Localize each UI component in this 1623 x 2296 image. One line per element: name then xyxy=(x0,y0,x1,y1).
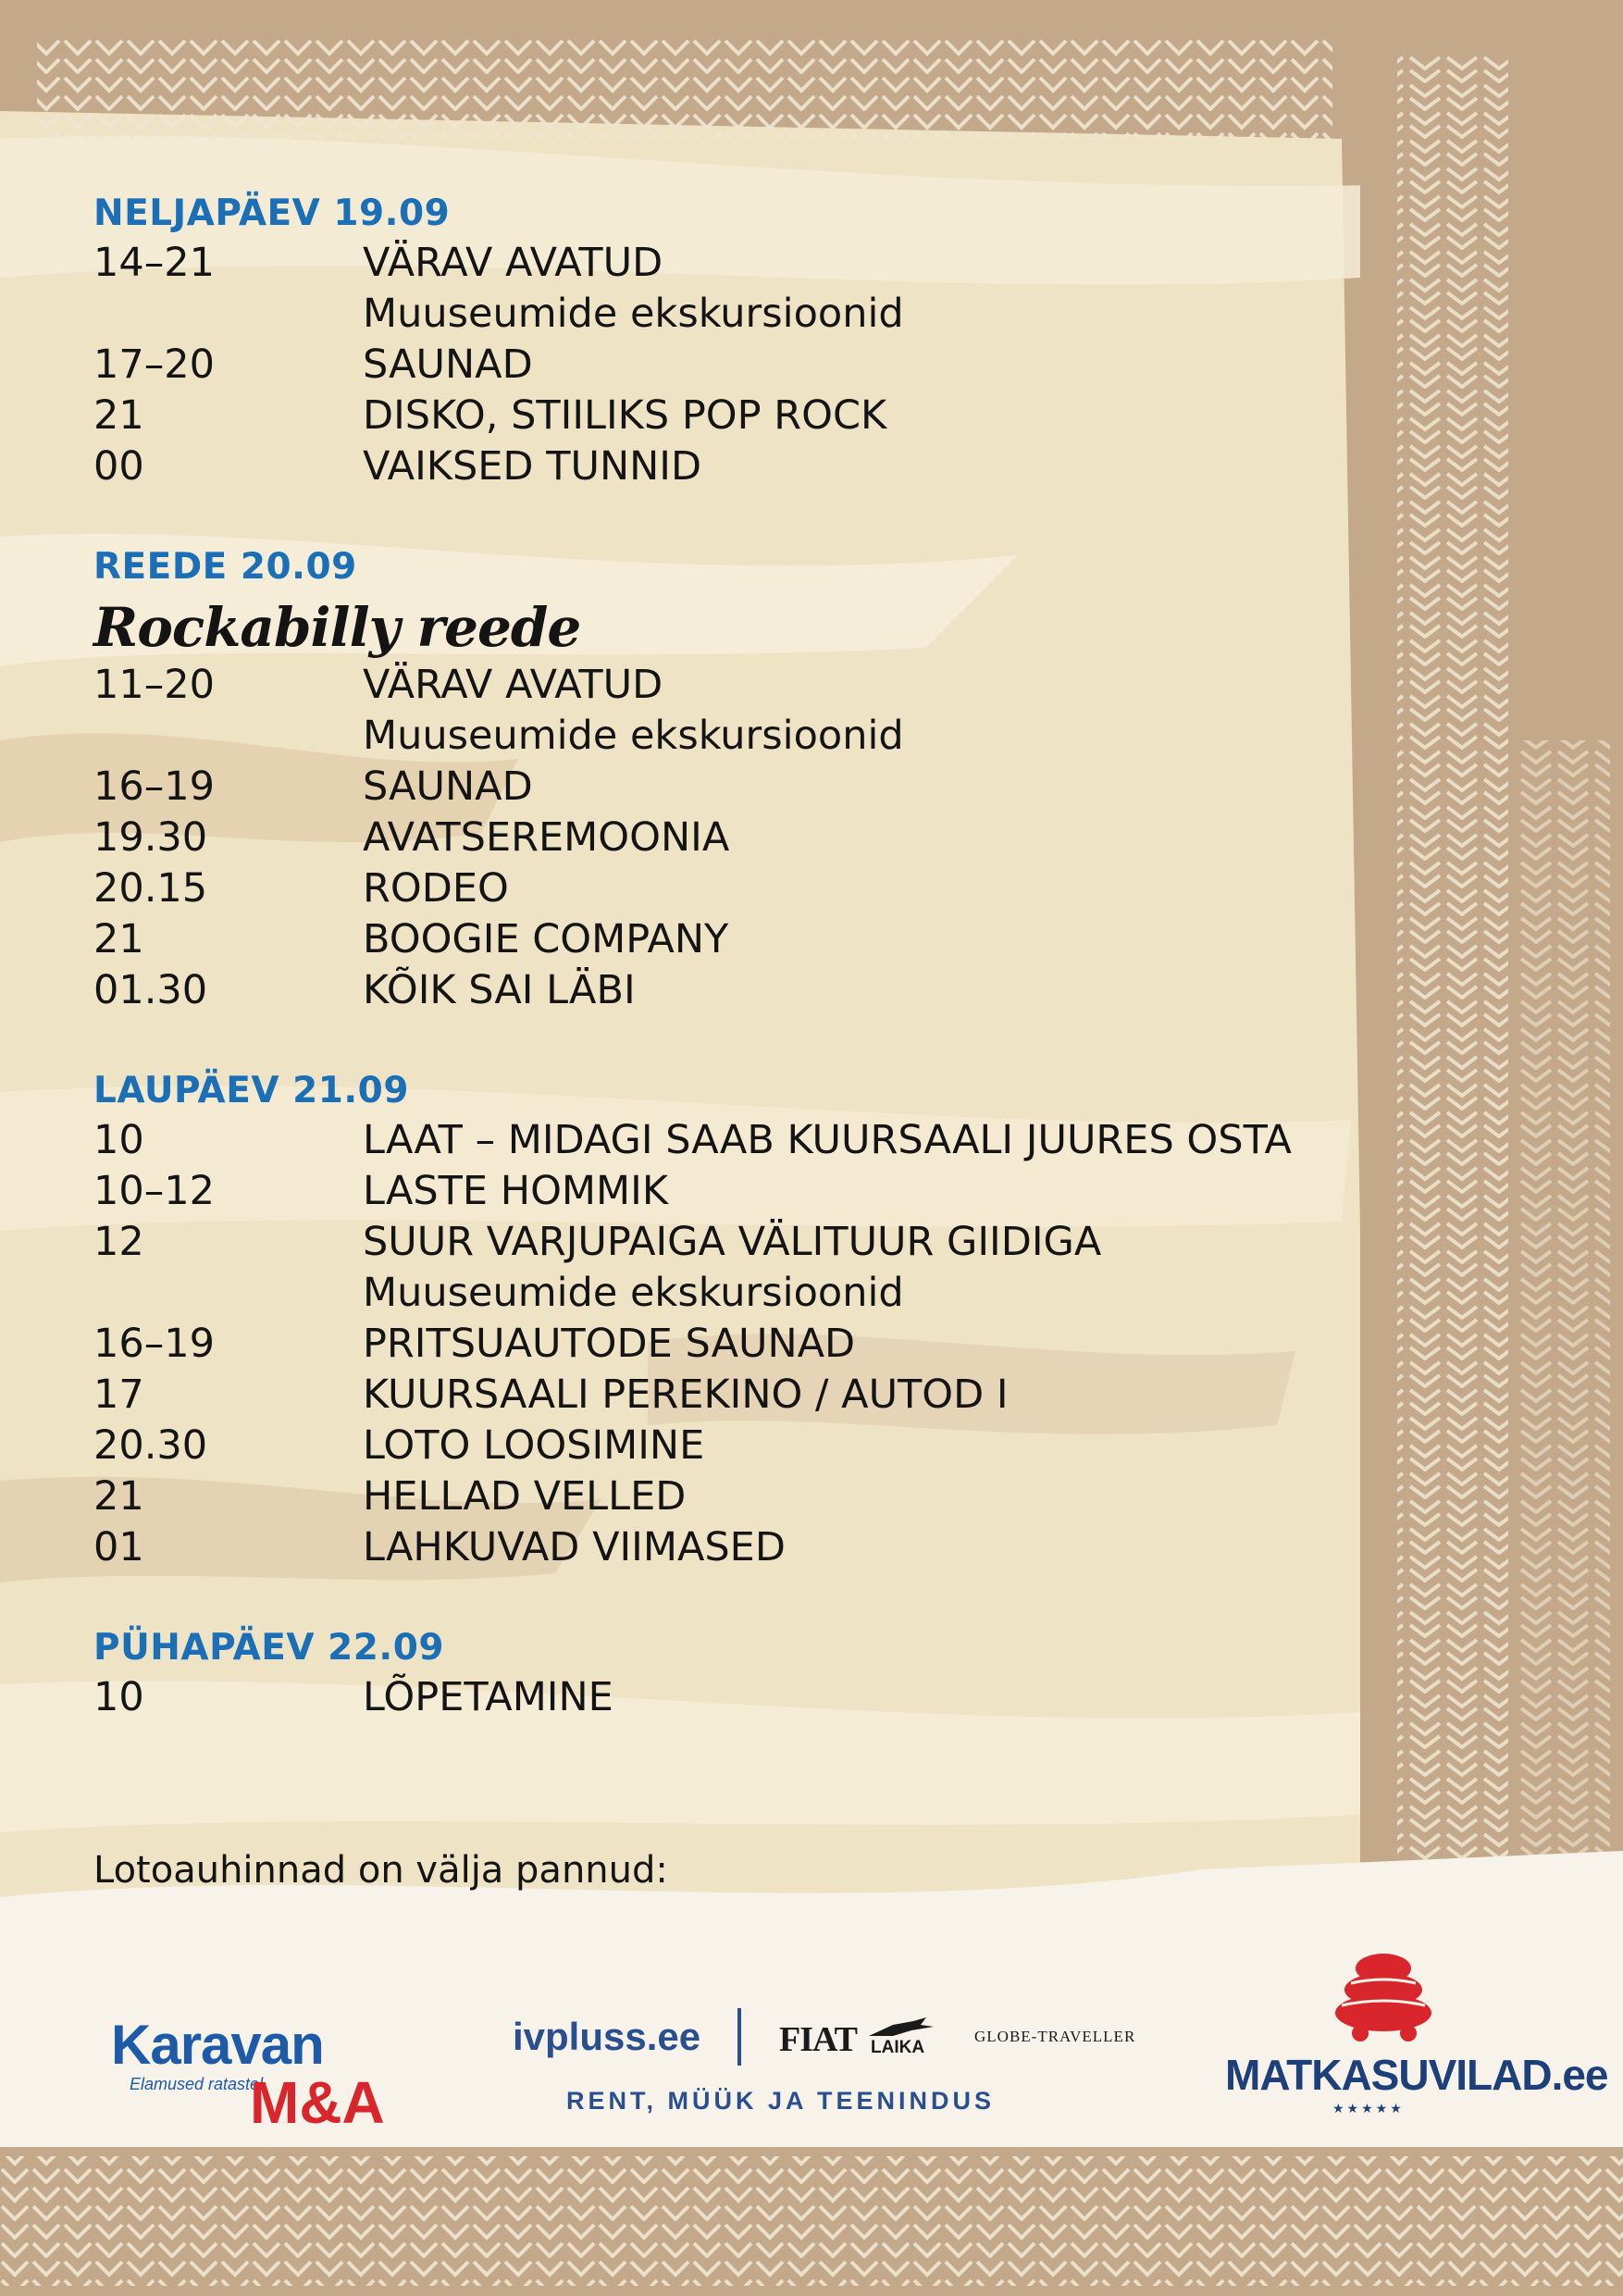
event-title: DISKO, STIILIKS POP ROCK xyxy=(363,392,887,439)
event-time: 17 xyxy=(93,1371,144,1418)
event-title: VÄRAV AVATUD xyxy=(363,240,663,286)
schedule-row xyxy=(93,289,1389,340)
event-title: Muuseumide ekskursioonid xyxy=(363,1270,904,1316)
schedule-row xyxy=(93,340,1389,391)
red-trailer-icon xyxy=(1323,1948,1443,2050)
event-time: 12 xyxy=(93,1219,144,1265)
event-time: 20.15 xyxy=(93,865,208,912)
event-time: 16–19 xyxy=(93,1321,215,1367)
event-time: 01.30 xyxy=(93,967,208,1013)
event-title: Muuseumide ekskursioonid xyxy=(363,713,904,759)
karavan-logo xyxy=(111,2013,407,2136)
event-title: VÄRAV AVATUD xyxy=(363,662,663,708)
logo-divider xyxy=(737,2008,741,2066)
event-title: KÕIK SAI LÄBI xyxy=(363,967,636,1013)
event-time: 20.30 xyxy=(93,1422,208,1469)
karavan-tagline: Elamused ratastel xyxy=(130,2075,264,2093)
schedule-row xyxy=(93,762,1389,813)
schedule-row xyxy=(93,1522,1389,1573)
event-title: SAUNAD xyxy=(363,763,533,810)
event-time: 21 xyxy=(93,1473,144,1520)
spacer xyxy=(93,1573,1389,1624)
schedule-row xyxy=(93,238,1389,289)
fiat-logo: FIAT xyxy=(779,2020,857,2059)
day-saturday xyxy=(93,1067,1389,1573)
event-time: 16–19 xyxy=(93,763,215,810)
event-title: RODEO xyxy=(363,865,509,912)
rating-stars: ★★★★★ xyxy=(1332,2102,1405,2116)
event-title: LÕPETAMINE xyxy=(363,1674,613,1720)
schedule xyxy=(93,190,1389,1723)
event-time: 10 xyxy=(93,1117,144,1163)
event-time: 11–20 xyxy=(93,662,215,708)
spacer xyxy=(93,1016,1389,1067)
schedule-row xyxy=(93,1217,1389,1268)
schedule-row xyxy=(93,441,1389,492)
schedule-row xyxy=(93,914,1389,965)
event-title: KUURSAALI PEREKINO / AUTOD I xyxy=(363,1371,1009,1418)
event-title: PRITSUAUTODE SAUNAD xyxy=(363,1321,856,1367)
schedule-row xyxy=(93,391,1389,441)
event-title: LAHKUVAD VIIMASED xyxy=(363,1524,786,1570)
matkasuvilad-wordmark: MATKASUVILAD.ee xyxy=(1225,2051,1608,2099)
schedule-row xyxy=(93,1166,1389,1217)
event-title: AVATSEREMOONIA xyxy=(363,814,730,861)
schedule-row xyxy=(93,1471,1389,1522)
event-time xyxy=(93,711,363,762)
event-time: 19.30 xyxy=(93,814,208,861)
schedule-row xyxy=(93,1115,1389,1166)
event-time xyxy=(93,1268,363,1319)
event-title: VAIKSED TUNNID xyxy=(363,443,702,490)
karavan-ma-mark: M&A xyxy=(250,2069,385,2136)
event-time: 10–12 xyxy=(93,1168,215,1214)
event-title: HELLAD VELLED xyxy=(363,1473,687,1520)
event-time: 14–21 xyxy=(93,240,215,286)
day-theme: Rockabilly reede xyxy=(93,596,581,659)
laika-dog-icon xyxy=(865,2016,939,2040)
schedule-row xyxy=(93,660,1389,711)
event-time: 00 xyxy=(93,443,144,490)
event-time: 10 xyxy=(93,1674,144,1720)
schedule-row xyxy=(93,1319,1389,1370)
day-heading: PÜHAPÄEV 22.09 xyxy=(93,1627,445,1669)
laika-logo xyxy=(865,2016,939,2062)
event-time: 21 xyxy=(93,392,144,439)
event-title: SUUR VARJUPAIGA VÄLITUUR GIIDIGA xyxy=(363,1219,1102,1265)
laika-wordmark: LAIKA xyxy=(871,2038,925,2057)
event-time: 21 xyxy=(93,916,144,962)
dealer-tagline: RENT, MÜÜK JA TEENINDUS xyxy=(566,2087,996,2115)
ivpluss-logo: ivpluss.ee xyxy=(513,2015,701,2058)
schedule-row xyxy=(93,813,1389,863)
schedule-row xyxy=(93,863,1389,914)
matkasuvilad-logo xyxy=(1221,1948,1608,2124)
event-title: LAAT – MIDAGI SAAB KUURSAALI JUURES OSTA xyxy=(363,1117,1292,1163)
day-heading: LAUPÄEV 21.09 xyxy=(93,1070,409,1111)
day-friday xyxy=(93,543,1389,1016)
sponsors-title: Lotoauhinnad on välja pannud: xyxy=(93,1849,668,1892)
schedule-row xyxy=(93,1672,1389,1723)
schedule-row xyxy=(93,965,1389,1016)
day-thursday xyxy=(93,190,1389,492)
event-time: 17–20 xyxy=(93,341,215,388)
event-time xyxy=(93,289,363,340)
day-heading: REEDE 20.09 xyxy=(93,546,357,588)
event-title: Muuseumide ekskursioonid xyxy=(363,291,904,337)
spacer xyxy=(93,492,1389,543)
schedule-row xyxy=(93,1268,1389,1319)
event-title: BOOGIE COMPANY xyxy=(363,916,729,962)
event-time: 01 xyxy=(93,1524,144,1570)
event-title: LASTE HOMMIK xyxy=(363,1168,669,1214)
karavan-wordmark: Karavan xyxy=(111,2014,324,2076)
day-heading: NELJAPÄEV 19.09 xyxy=(93,192,451,234)
globe-traveller-logo: GLOBE-TRAVELLER xyxy=(974,2028,1136,2045)
event-title: SAUNAD xyxy=(363,341,533,388)
schedule-row xyxy=(93,1370,1389,1421)
event-title: LOTO LOOSIMINE xyxy=(363,1422,705,1469)
schedule-row xyxy=(93,711,1389,762)
day-sunday xyxy=(93,1624,1389,1723)
schedule-row xyxy=(93,1421,1389,1471)
